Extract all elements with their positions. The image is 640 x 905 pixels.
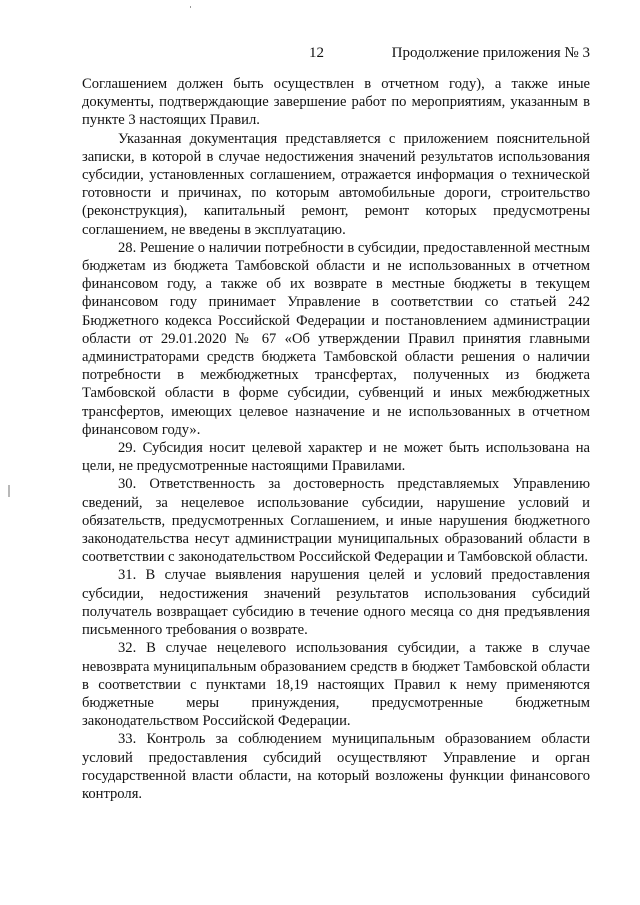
scan-artifact: [190, 6, 191, 8]
paragraph-clause-29: 29. Субсидия носит целевой характер и не может быть использована на цели, не предусмотренные настоящими Правилами.: [82, 440, 590, 475]
page-header: [82, 45, 590, 65]
appendix-title: Продолжение приложения № 3: [391, 45, 590, 61]
paragraph-clause-30: 30. Ответственность за достоверность представляемых Управлению сведений, за нецелевое использование субсидии, нарушение условий и обязательств, предусмотренных Соглашением, и иные нарушения бюджетного законодательства несут администрации муниципальных образований области в соответствии с законодательством Российской Федерации и Тамбовской области.: [82, 476, 590, 566]
paragraph-clause-28: 28. Решение о наличии потребности в субсидии, предоставленной местным бюджетам из бюджета Тамбовской области и не использованных в отчетном финансовом году, а также об их возврате в местные бюджеты в текущем финансовом году принимает Управление в соответствии со статьей 242 Бюджетного кодекса Российской Федерации и постановлением администрации области от 29.01.2020 № 67 «Об утверждении Правил принятия главными администраторами средств бюджета Тамбовской области решения о наличии потребности в межбюджетных трансфертах, полученных из бюджета Тамбовской области в форме субсидии, субвенций и иных межбюджетных трансфертов, имеющих целевое назначение и не использованных в отчетном финансовом году».: [82, 239, 590, 438]
page-number: 12: [309, 45, 324, 61]
paragraph-clause-31: 31. В случае выявления нарушения целей и условий предоставления субсидии, недостижения значений результатов использования субсидий получатель возвращает субсидию в течение одного месяца со дня предъявления письменного требования о возврате.: [82, 567, 590, 639]
paragraph-documentation: Указанная документация представляется с приложением пояснительной записки, в которой в случае недостижения значений результатов использования субсидии, установленных соглашением, отражается информация о технической готовности и причинах, по которым автомобильные дороги, строительство (реконструкция), капитальный ремонт, ремонт которых предусмотрены соглашением, не введены в эксплуатацию.: [82, 130, 590, 238]
paragraph-clause-33: 33. Контроль за соблюдением муниципальным образованием области условий предоставления субсидий осуществляют Управление и орган государственной власти области, на который возложены функции финансового контроля.: [82, 731, 590, 802]
scan-artifact: [8, 485, 10, 497]
document-body: [82, 75, 590, 803]
paragraph-continuation: Соглашением должен быть осуществлен в отчетном году), а также иные документы, подтверждающие завершение работ по мероприятиям, указанным в пункте 3 настоящих Правил.: [82, 76, 590, 129]
paragraph-clause-32: 32. В случае нецелевого использования субсидии, а также в случае невозврата муниципальным образованием средств в бюджет Тамбовской области в соответствии с пунктами 18,19 настоящих Правил к нему применяются бюджетные меры принуждения, предусмотренные бюджетным законодательством Российской Федерации.: [82, 640, 590, 730]
